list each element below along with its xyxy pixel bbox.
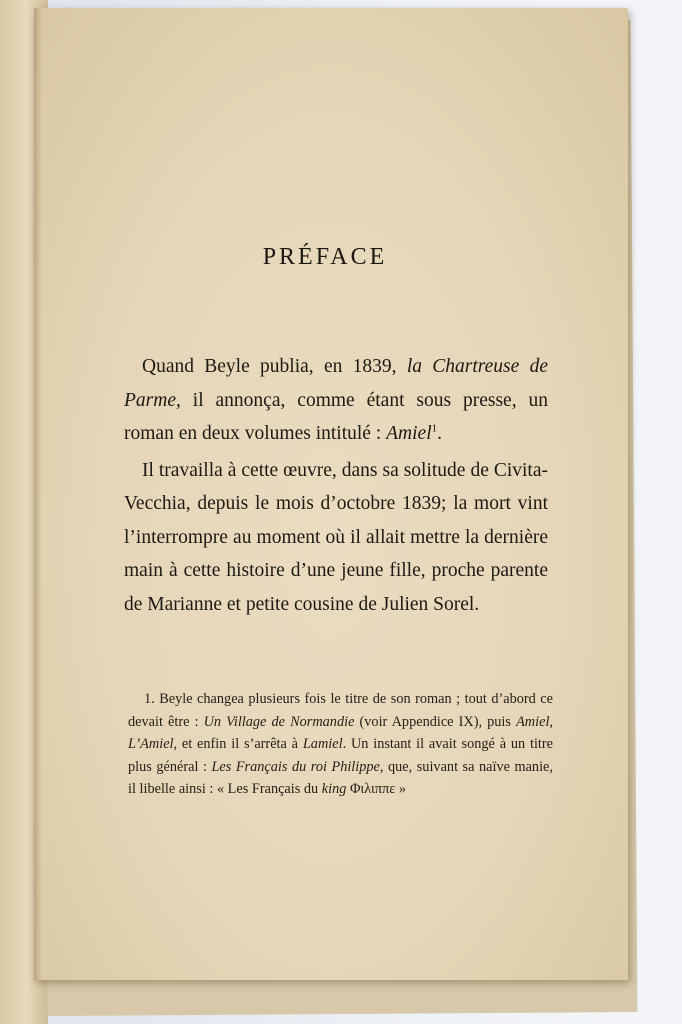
preface-body <box>124 350 548 621</box>
page-gutter-shadow <box>34 8 42 980</box>
footnote-text-e: , que, suivant sa naïve manie, il libelle ainsi : « Les Français du <box>128 758 553 797</box>
footnote-text-b: (voir Appendice IX), puis <box>354 713 517 730</box>
footnote-italic-3: Lamiel <box>302 736 343 752</box>
paragraph-1-italic-title: la Chartreuse de Parme <box>124 356 548 411</box>
footnote <box>128 688 553 801</box>
paragraph-1-text-b: , il annonça, comme étant sous presse, un roman en deux volumes intitulé : <box>124 389 548 444</box>
paragraph-1-text-a: Quand Beyle publia, en 1839, <box>142 356 407 377</box>
page-title: PRÉFACE <box>262 244 388 270</box>
footnote-text <box>128 688 553 801</box>
paragraph-1 <box>124 350 548 451</box>
footnote-text-f: Φιλιππε » <box>346 781 407 797</box>
footnote-italic-2: Amiel, L’Amiel, <box>128 713 553 752</box>
footnote-italic-5: king <box>321 781 347 797</box>
paragraph-2: Il travailla à cette œuvre, dans sa solitude de Civita-Vecchia, depuis le mois d’octobre 1839; la mort vint l’interrompre au moment où il allait mettre la dernière main à cette histoire d’une jeune fille, proche parente de Marianne et petite cousine de Julien Sorel. <box>124 459 548 615</box>
footnote-text-c: et enfin il s’arrêta à <box>177 736 303 752</box>
footnote-italic-4: Les Français du roi Philippe <box>211 758 380 775</box>
footnote-text-d: . Un instant il avait songé à un titre plus général : <box>128 736 553 775</box>
footnote-italic-1: Un Village de Normandie <box>203 713 355 730</box>
footnote-text-a: 1. Beyle changea plusieurs fois le titre de son roman ; tout d’abord ce devait être : <box>128 691 553 730</box>
paragraph-1-text-c: . <box>437 423 442 444</box>
paragraph-1-italic-amiel: Amiel <box>386 423 432 444</box>
footnote-reference: 1 <box>431 422 438 435</box>
